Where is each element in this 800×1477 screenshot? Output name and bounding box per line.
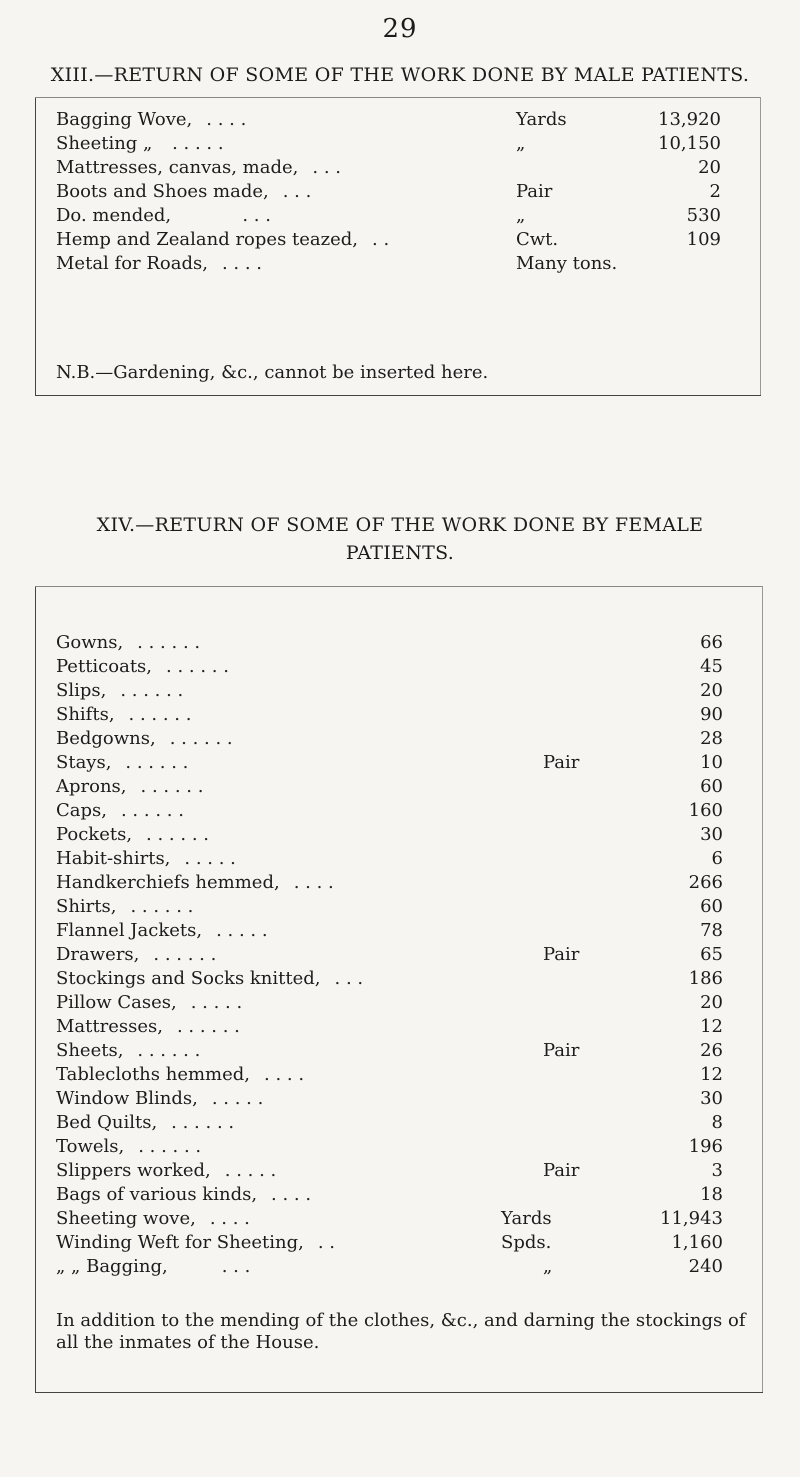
table-row	[56, 1184, 763, 1208]
row-leader-dots: . . . . . .	[166, 656, 229, 677]
table-row	[56, 181, 761, 205]
row-leader-dots: . . . . . .	[171, 1112, 235, 1133]
row-label: Gowns,	[56, 632, 124, 653]
table-row	[56, 944, 763, 968]
row-leader-dots: . . . . . .	[128, 704, 192, 725]
row-unit: Yards	[501, 1208, 552, 1229]
row-value: 12	[700, 1064, 723, 1085]
row-label: Handkerchiefs hemmed,	[56, 872, 280, 893]
table-row	[56, 1208, 763, 1232]
row-unit: Pair	[543, 752, 580, 773]
row-unit: Cwt.	[516, 229, 559, 250]
table-row	[56, 800, 763, 824]
row-value: 60	[700, 776, 723, 797]
row-leader-dots: . .	[317, 1232, 335, 1253]
table-row	[56, 992, 763, 1016]
row-leader-dots: . . . . . .	[137, 1040, 201, 1061]
row-label: Towels,	[56, 1136, 125, 1157]
row-label: Drawers,	[56, 944, 140, 965]
row-label: Hemp and Zealand ropes teazed,	[56, 229, 359, 250]
row-value: 530	[686, 205, 721, 226]
row-label: Caps,	[56, 800, 107, 821]
table-row	[56, 704, 763, 728]
row-unit: Pair	[543, 944, 580, 965]
row-label: Pockets,	[56, 824, 133, 845]
table-row	[56, 205, 761, 229]
row-value: 266	[688, 872, 723, 893]
table-row	[56, 1256, 763, 1280]
row-label: Sheets,	[56, 1040, 124, 1061]
row-leader-dots: . . .	[242, 205, 271, 226]
row-value: 20	[700, 680, 723, 701]
row-value: 26	[700, 1040, 723, 1061]
row-label: Do. mended,	[56, 205, 172, 226]
row-value: 10,150	[658, 133, 721, 154]
row-label: Bagging Wove,	[56, 109, 193, 130]
table-row	[56, 109, 761, 133]
table-row	[56, 728, 763, 752]
row-label: Window Blinds,	[56, 1088, 198, 1109]
row-leader-dots: . . . .	[206, 109, 247, 130]
row-leader-dots: . . . . . .	[140, 776, 204, 797]
row-leader-dots: . . . . .	[190, 992, 243, 1013]
row-label: Shifts,	[56, 704, 115, 725]
row-label: Boots and Shoes made,	[56, 181, 269, 202]
row-value: 20	[700, 992, 723, 1013]
section-14-rows	[56, 632, 763, 1280]
table-row	[56, 680, 763, 704]
section-14-note: In addition to the mending of the clothes, &c., and darning the stockings of all the inmates of the House.	[56, 1310, 746, 1353]
row-value: 10	[700, 752, 723, 773]
row-leader-dots: . . . . . .	[120, 800, 184, 821]
section-14-title: XIV.—RETURN OF SOME OF THE WORK DONE BY FEMALE	[96, 514, 704, 536]
row-label: Slips,	[56, 680, 107, 701]
table-row	[56, 1016, 763, 1040]
row-label: Bedgowns,	[56, 728, 156, 749]
row-leader-dots: . . .	[334, 968, 364, 989]
row-leader-dots: . . .	[221, 1256, 251, 1277]
row-leader-dots: . . . . . .	[125, 752, 189, 773]
row-leader-dots: . . . .	[271, 1184, 312, 1205]
table-row	[56, 968, 763, 992]
table-row	[56, 656, 763, 680]
row-label: „ „ Bagging,	[56, 1256, 168, 1277]
table-row	[56, 872, 763, 896]
row-label: Stockings and Socks knitted,	[56, 968, 321, 989]
table-row	[56, 1040, 763, 1064]
page-number: 29	[382, 14, 418, 44]
row-value: 65	[700, 944, 723, 965]
section-13-box	[35, 97, 761, 396]
row-unit: Pair	[543, 1160, 580, 1181]
row-leader-dots: . . . . .	[216, 920, 268, 941]
row-value: 45	[700, 656, 723, 677]
row-leader-dots: . . .	[312, 157, 341, 178]
table-row	[56, 1112, 763, 1136]
row-value: 13,920	[658, 109, 721, 130]
row-label: Pillow Cases,	[56, 992, 177, 1013]
table-row	[56, 896, 763, 920]
section-13-note: N.B.—Gardening, &c., cannot be inserted here.	[56, 362, 489, 383]
row-value: 11,943	[660, 1208, 723, 1229]
row-value: 240	[688, 1256, 723, 1277]
row-label: Sheeting „	[56, 133, 153, 154]
row-leader-dots: . . . . .	[184, 848, 236, 869]
row-leader-dots: . . . . . .	[138, 1136, 202, 1157]
row-unit: „	[543, 1256, 553, 1277]
table-row	[56, 1232, 763, 1256]
row-value: 28	[700, 728, 723, 749]
row-label: Metal for Roads,	[56, 253, 208, 274]
table-row	[56, 253, 761, 277]
row-leader-dots: . . . . .	[211, 1088, 264, 1109]
row-value: 66	[700, 632, 723, 653]
row-value: 78	[700, 920, 723, 941]
row-label: Bed Quilts,	[56, 1112, 158, 1133]
row-label: Sheeting wove,	[56, 1208, 196, 1229]
row-leader-dots: . . . . . .	[176, 1016, 240, 1037]
row-leader-dots: . . . . . .	[120, 680, 184, 701]
table-row	[56, 632, 763, 656]
row-label: Flannel Jackets,	[56, 920, 203, 941]
row-value: 6	[711, 848, 723, 869]
row-value: 186	[688, 968, 723, 989]
row-unit: Pair	[516, 181, 553, 202]
table-row	[56, 229, 761, 253]
row-value: 60	[700, 896, 723, 917]
row-value: 18	[700, 1184, 723, 1205]
row-value: 12	[700, 1016, 723, 1037]
row-value: 109	[686, 229, 721, 250]
row-label: Aprons,	[56, 776, 127, 797]
row-leader-dots: . .	[372, 229, 390, 250]
row-value: 30	[700, 824, 723, 845]
row-leader-dots: . . . .	[209, 1208, 250, 1229]
row-unit: „	[516, 205, 526, 226]
table-row	[56, 1136, 763, 1160]
row-unit: Many tons.	[516, 253, 618, 274]
row-label: Stays,	[56, 752, 112, 773]
row-leader-dots: . . . . . .	[146, 824, 209, 845]
row-label: Bags of various kinds,	[56, 1184, 258, 1205]
row-leader-dots: . . . . .	[172, 133, 224, 154]
row-value: 3	[711, 1160, 723, 1181]
row-unit: Spds.	[501, 1232, 552, 1253]
row-label: Tablecloths hemmed,	[56, 1064, 251, 1085]
section-14-title-line2: PATIENTS.	[345, 542, 455, 564]
section-13-title: XIII.—RETURN OF SOME OF THE WORK DONE BY MALE PATIENTS.	[50, 64, 750, 86]
row-leader-dots: . . . . . .	[153, 944, 217, 965]
row-unit: „	[516, 133, 526, 154]
row-value: 2	[709, 181, 721, 202]
table-row	[56, 920, 763, 944]
table-row	[56, 1160, 763, 1184]
row-label: Mattresses, canvas, made,	[56, 157, 299, 178]
row-label: Petticoats,	[56, 656, 153, 677]
row-leader-dots: . . . .	[221, 253, 263, 274]
row-value: 30	[700, 1088, 723, 1109]
row-value: 8	[711, 1112, 723, 1133]
row-leader-dots: . . .	[282, 181, 312, 202]
row-value: 196	[688, 1136, 723, 1157]
row-value: 90	[700, 704, 723, 725]
row-label: Habit-shirts,	[56, 848, 171, 869]
row-leader-dots: . . . . . .	[137, 632, 201, 653]
section-14-box	[35, 586, 763, 1393]
row-unit: Pair	[543, 1040, 580, 1061]
row-leader-dots: . . . .	[293, 872, 334, 893]
row-value: 160	[688, 800, 723, 821]
table-row	[56, 752, 763, 776]
row-label: Winding Weft for Sheeting,	[56, 1232, 304, 1253]
row-unit: Yards	[516, 109, 567, 130]
row-leader-dots: . . . . . .	[169, 728, 233, 749]
row-label: Shirts,	[56, 896, 117, 917]
table-row	[56, 133, 761, 157]
table-row	[56, 1064, 763, 1088]
row-leader-dots: . . . . . .	[130, 896, 194, 917]
row-value: 1,160	[671, 1232, 723, 1253]
row-value: 20	[698, 157, 721, 178]
table-row	[56, 824, 763, 848]
table-row	[56, 1088, 763, 1112]
row-label: Mattresses,	[56, 1016, 163, 1037]
row-leader-dots: . . . .	[264, 1064, 305, 1085]
row-leader-dots: . . . . .	[224, 1160, 277, 1181]
table-row	[56, 776, 763, 800]
row-label: Slippers worked,	[56, 1160, 211, 1181]
table-row	[56, 848, 763, 872]
table-row	[56, 157, 761, 181]
section-13-rows	[56, 109, 761, 277]
